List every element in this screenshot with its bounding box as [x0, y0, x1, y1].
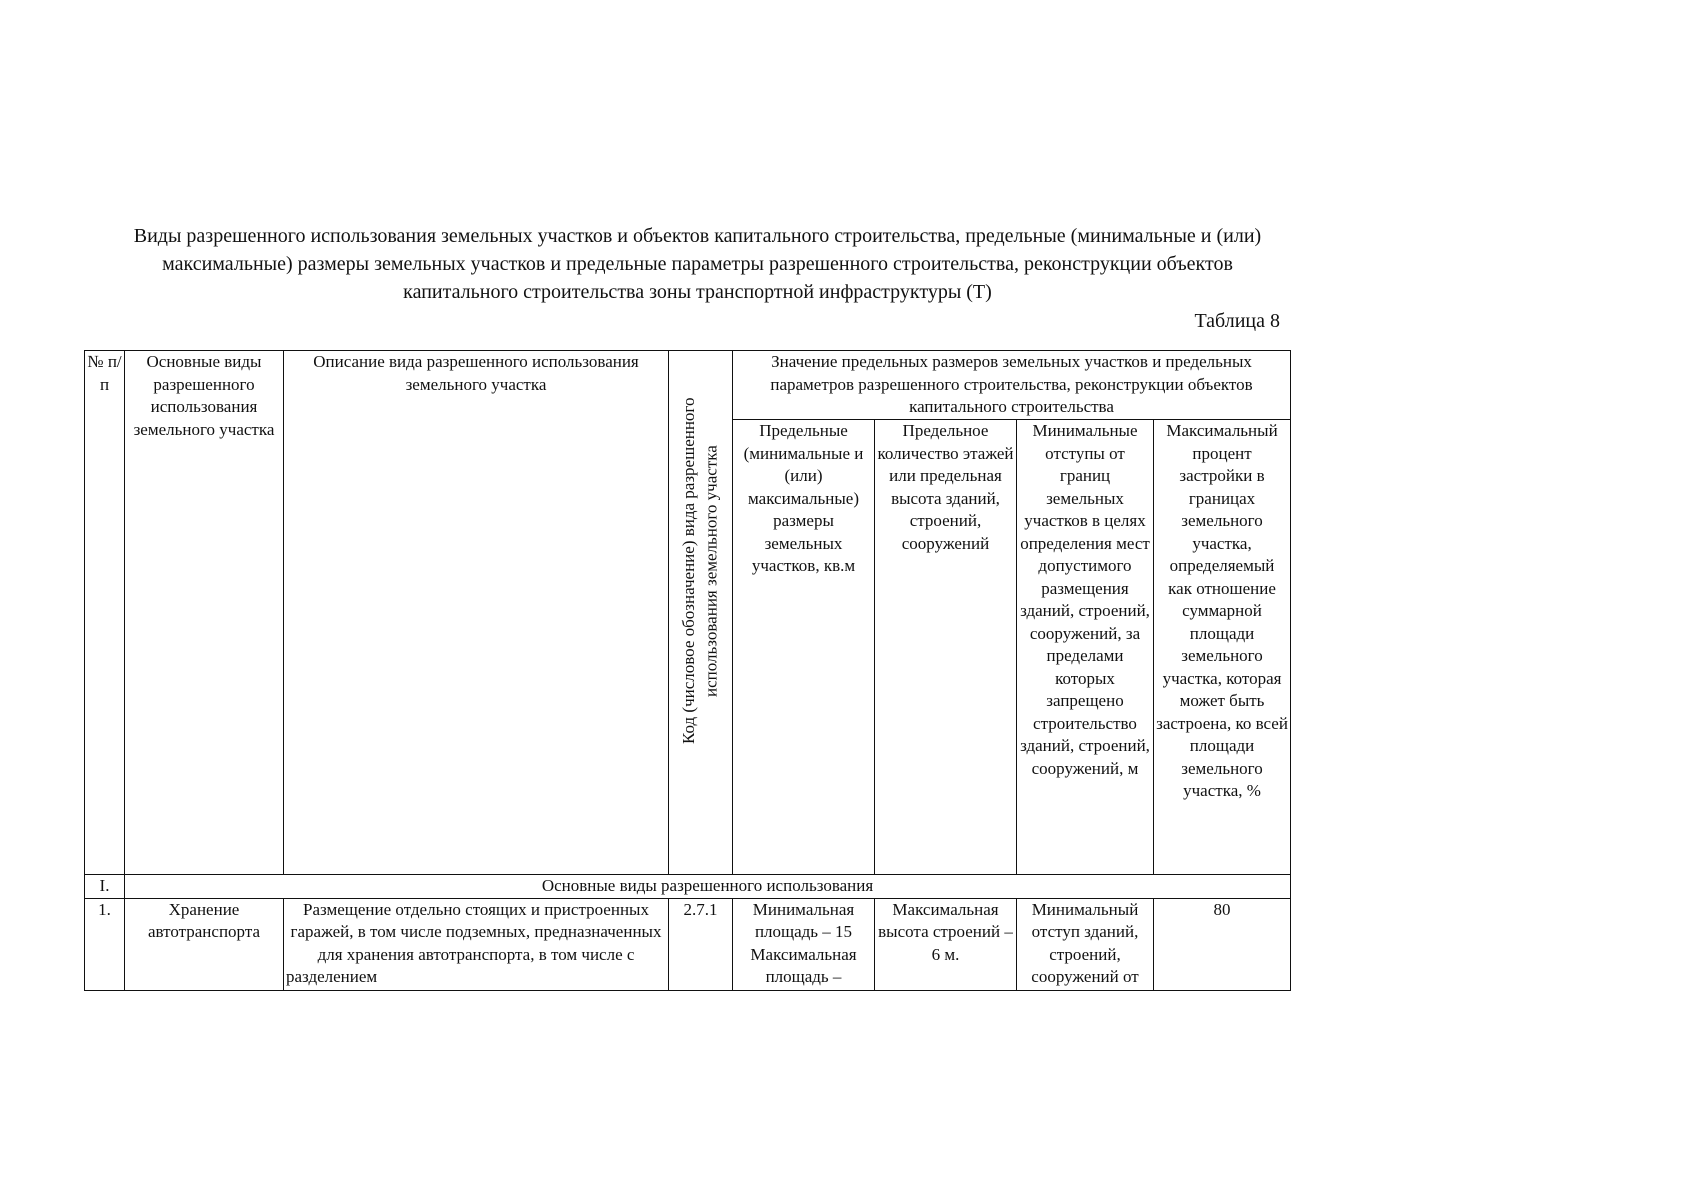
header-sizes: Предельные (минимальные и (или) максимальные) размеры земельных участков, кв.м: [733, 420, 875, 875]
table-header-row: [85, 351, 1291, 420]
table-label: Таблица 8: [1194, 310, 1280, 332]
header-num: № п/п: [85, 351, 125, 875]
section-num: I.: [85, 875, 125, 899]
row-num: 1.: [85, 898, 125, 990]
page-title: Виды разрешенного использования земельных участков и объектов капитального строительства, предельные (минимальные и (или) максимальные) размеры земельных участков и предельные параметры разрешенного строительства, реконструкции объектов капитального строительства зоны транспортной инфраструктуры (Т): [133, 225, 1262, 303]
row-kind: Хранение автотранспорта: [125, 898, 284, 990]
header-setbacks: Минимальные отступы от границ земельных участков в целях определения мест допустимого размещения зданий, строений, сооружений, за пределами которых запрещено строительство зданий, строений, сооружений, м: [1017, 420, 1154, 875]
row-floors: Максимальная высота строений – 6 м.: [875, 898, 1017, 990]
header-kind: Основные виды разрешенного использования земельного участка: [125, 351, 284, 875]
table-row: [85, 898, 1291, 990]
header-floors: Предельное количество этажей или предельная высота зданий, строений, сооружений: [875, 420, 1017, 875]
section-row: [85, 875, 1291, 899]
header-limits-group: Значение предельных размеров земельных участков и предельных параметров разрешенного строительства, реконструкции объектов капитального строительства: [733, 351, 1291, 420]
header-code-cell: [669, 351, 733, 875]
header-code: Код (числовое обозначение) вида разрешенного использования земельного участка: [679, 397, 721, 745]
header-coverage: Максимальный процент застройки в границах земельного участка, определяемый как отношение суммарной площади земельного участка, которая может быть застроена, ко всей площади земельного участка, %: [1154, 420, 1291, 875]
header-description: Описание вида разрешенного использования земельного участка: [284, 351, 669, 875]
row-description: Размещение отдельно стоящих и пристроенных гаражей, в том числе подземных, предназначенных для хранения автотранспорта, в том числе с разделением: [284, 898, 669, 990]
row-coverage: 80: [1154, 898, 1291, 990]
row-setbacks: Минимальный отступ зданий, строений, сооружений от: [1017, 898, 1154, 990]
row-sizes: Минимальная площадь – 15 Максимальная площадь –: [733, 898, 875, 990]
row-code: 2.7.1: [669, 898, 733, 990]
zoning-table: [84, 350, 1291, 991]
section-title: Основные виды разрешенного использования: [125, 875, 1291, 899]
